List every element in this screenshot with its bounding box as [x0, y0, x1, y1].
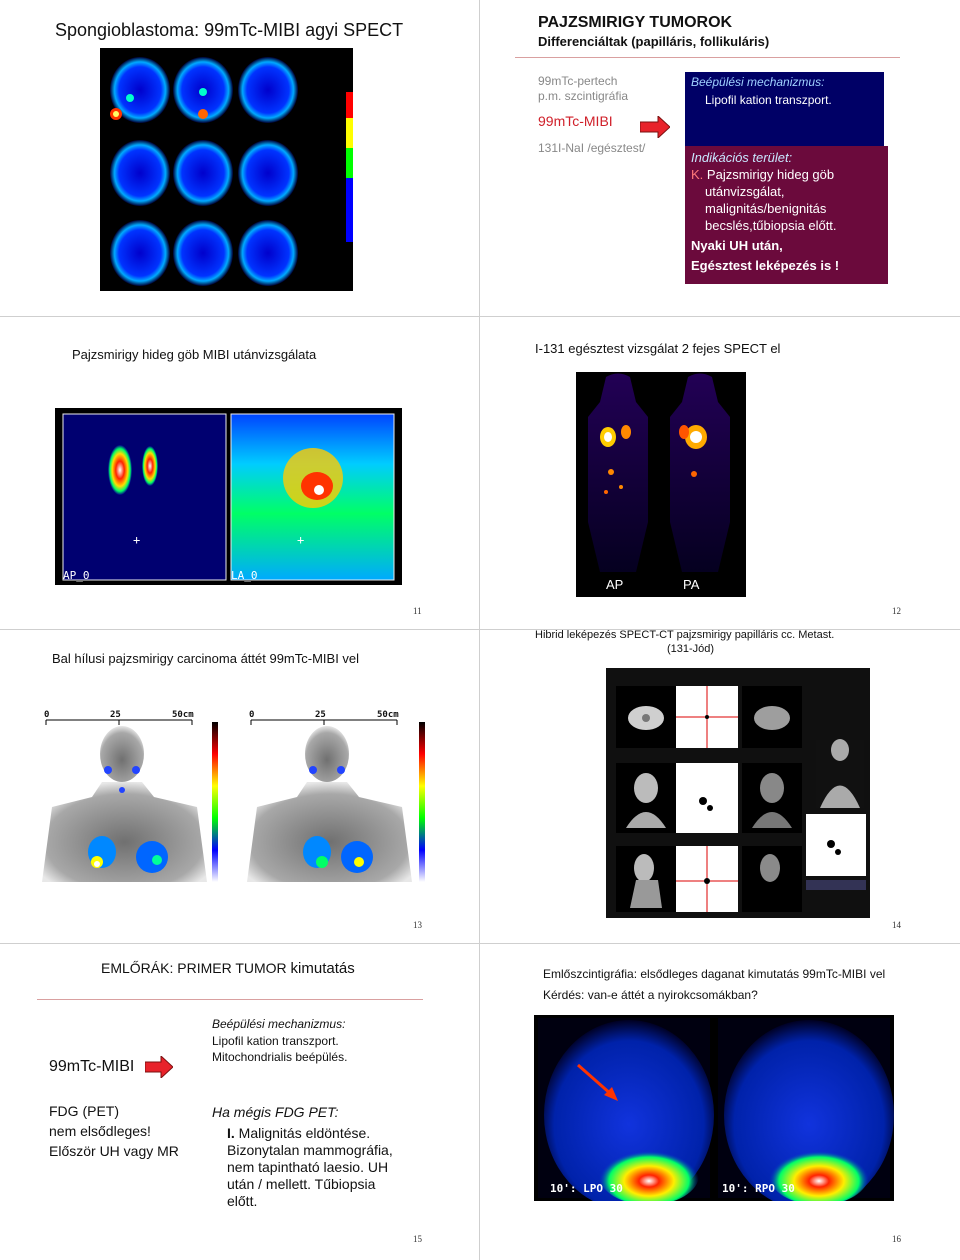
slide12-title: I-131 egésztest vizsgálat 2 fejes SPECT el: [535, 341, 781, 356]
pet-title: Ha mégis FDG PET:: [212, 1104, 339, 1120]
tracer-label: 99mTc-MIBI: [49, 1058, 135, 1075]
column-divider: [479, 0, 480, 1260]
svg-text:+: +: [133, 533, 141, 547]
slide16-title: Emlőszcintigráfia: elsődleges daganat kimutatás 99mTc-MIBI vel: [543, 967, 886, 981]
wholebody-svg: [576, 372, 746, 597]
row-divider-1: [0, 316, 960, 317]
image-label-ap: AP: [606, 577, 624, 592]
list-item: 99mTc-pertech: [538, 74, 618, 88]
fdg-line: Először UH vagy MR: [49, 1143, 179, 1159]
list-item: p.m. szcintigráfia: [538, 89, 629, 103]
indication-line: Nyaki UH után,: [691, 238, 783, 253]
slide14-title: Hibrid leképezés SPECT-CT pajzsmirigy papilláris cc. Metast.: [535, 629, 835, 641]
thyroid-mibi-image: [55, 408, 402, 585]
slide10-title-rule: [515, 57, 900, 58]
fdg-line: FDG (PET): [49, 1103, 119, 1119]
page-number: 15: [413, 1234, 422, 1244]
mibi-wholebody-image: [42, 712, 432, 892]
spect-ct-viewer: [606, 668, 870, 918]
page-number: 14: [892, 920, 901, 930]
page-number: 16: [892, 1234, 901, 1244]
fdg-note: [49, 1101, 179, 1161]
breast-scinti-svg: [534, 1015, 894, 1201]
list-item-highlight: 99mTc-MIBI: [538, 113, 613, 129]
list-item: 131I-NaI /egésztest/: [538, 141, 646, 155]
mechanism-title: Beépülési mechanizmus:: [212, 1017, 346, 1031]
slide15-title-b: kimutatás: [290, 960, 355, 977]
pet-line: Malignitás eldöntése.: [238, 1125, 371, 1141]
scale-label: 25: [110, 710, 121, 720]
fdg-line: nem elsődleges!: [49, 1123, 151, 1139]
indication-box: [685, 146, 888, 284]
pet-line: nem tapintható laesio. UH: [227, 1159, 389, 1175]
svg-text:+: +: [297, 533, 305, 547]
wholebody-i131-image: [576, 372, 746, 597]
indication-line: malignitás/benignitás: [705, 201, 827, 216]
slide15-title: [101, 960, 355, 977]
pet-line: előtt.: [227, 1193, 258, 1209]
indication-line: utánvizsgálat,: [705, 184, 785, 199]
slide14-subtitle: (131-Jód): [667, 643, 715, 655]
scale-label: 50cm: [172, 710, 194, 720]
mechanism-line: Mitochondrialis beépülés.: [212, 1050, 348, 1064]
slide16-question: Kérdés: van-e áttét a nyirokcsomákban?: [543, 988, 758, 1002]
pet-line: után / mellett. Tűbiopsia: [227, 1176, 376, 1192]
indication-line: Egésztest leképezés is !: [691, 258, 840, 273]
indication-title: Indikációs terület:: [691, 150, 793, 165]
slide15-title-a: EMLŐRÁK: PRIMER TUMOR: [101, 960, 287, 976]
pet-numeral: I.: [227, 1125, 235, 1141]
mechanism-box: [685, 72, 884, 146]
spect-ct-svg: [606, 668, 870, 918]
pet-line: Bizonytalan mammográfia,: [227, 1142, 393, 1158]
row-divider-3: [0, 943, 960, 944]
slide10-title: PAJZSMIRIGY TUMOROK: [538, 14, 733, 31]
slide15-title-rule: [37, 999, 423, 1000]
image-label: 10': LPO 30: [550, 1182, 623, 1195]
brain-spect-svg: [100, 48, 353, 291]
thyroid-mibi-svg: [55, 408, 402, 585]
page-number: 11: [413, 606, 422, 616]
page-number: 12: [892, 606, 901, 616]
slide11-title: Pajzsmirigy hideg göb MIBI utánvizsgálata: [72, 347, 317, 362]
mechanism-title: Beépülési mechanizmus:: [691, 75, 825, 89]
pet-list: [227, 1125, 393, 1210]
slide13-title: Bal hílusi pajzsmirigy carcinoma áttét 99mTc-MIBI vel: [52, 651, 360, 666]
breast-scinti-image: [534, 1015, 894, 1201]
right-arrow-icon: [640, 116, 670, 138]
mibi-wholebody-svg: [42, 712, 432, 892]
mechanism-line: Lipofil kation transzport.: [212, 1034, 339, 1048]
scale-label: 50cm: [377, 710, 399, 720]
brain-spect-image: [100, 48, 353, 291]
image-label-pa: PA: [683, 577, 700, 592]
slide10-subtitle: Differenciáltak (papilláris, follikuláris): [538, 34, 770, 49]
mechanism-text: Lipofil kation transzport.: [705, 93, 832, 107]
image-label: AP_0: [63, 569, 90, 582]
indication-line: becslés,tűbiopsia előtt.: [705, 218, 837, 233]
scale-label: 25: [315, 710, 326, 720]
right-arrow-icon: [145, 1056, 173, 1078]
slide9-title: Spongioblastoma: 99mTc-MIBI agyi SPECT: [55, 20, 404, 40]
image-label: LA_0: [231, 569, 258, 582]
page-number: 13: [413, 920, 422, 930]
scale-label: 0: [249, 710, 255, 720]
image-label: 10': RPO 30: [722, 1182, 795, 1195]
scale-label: 0: [44, 710, 50, 720]
indication-line: Pajzsmirigy hideg göb: [706, 167, 835, 182]
indication-k: K.: [691, 167, 704, 182]
